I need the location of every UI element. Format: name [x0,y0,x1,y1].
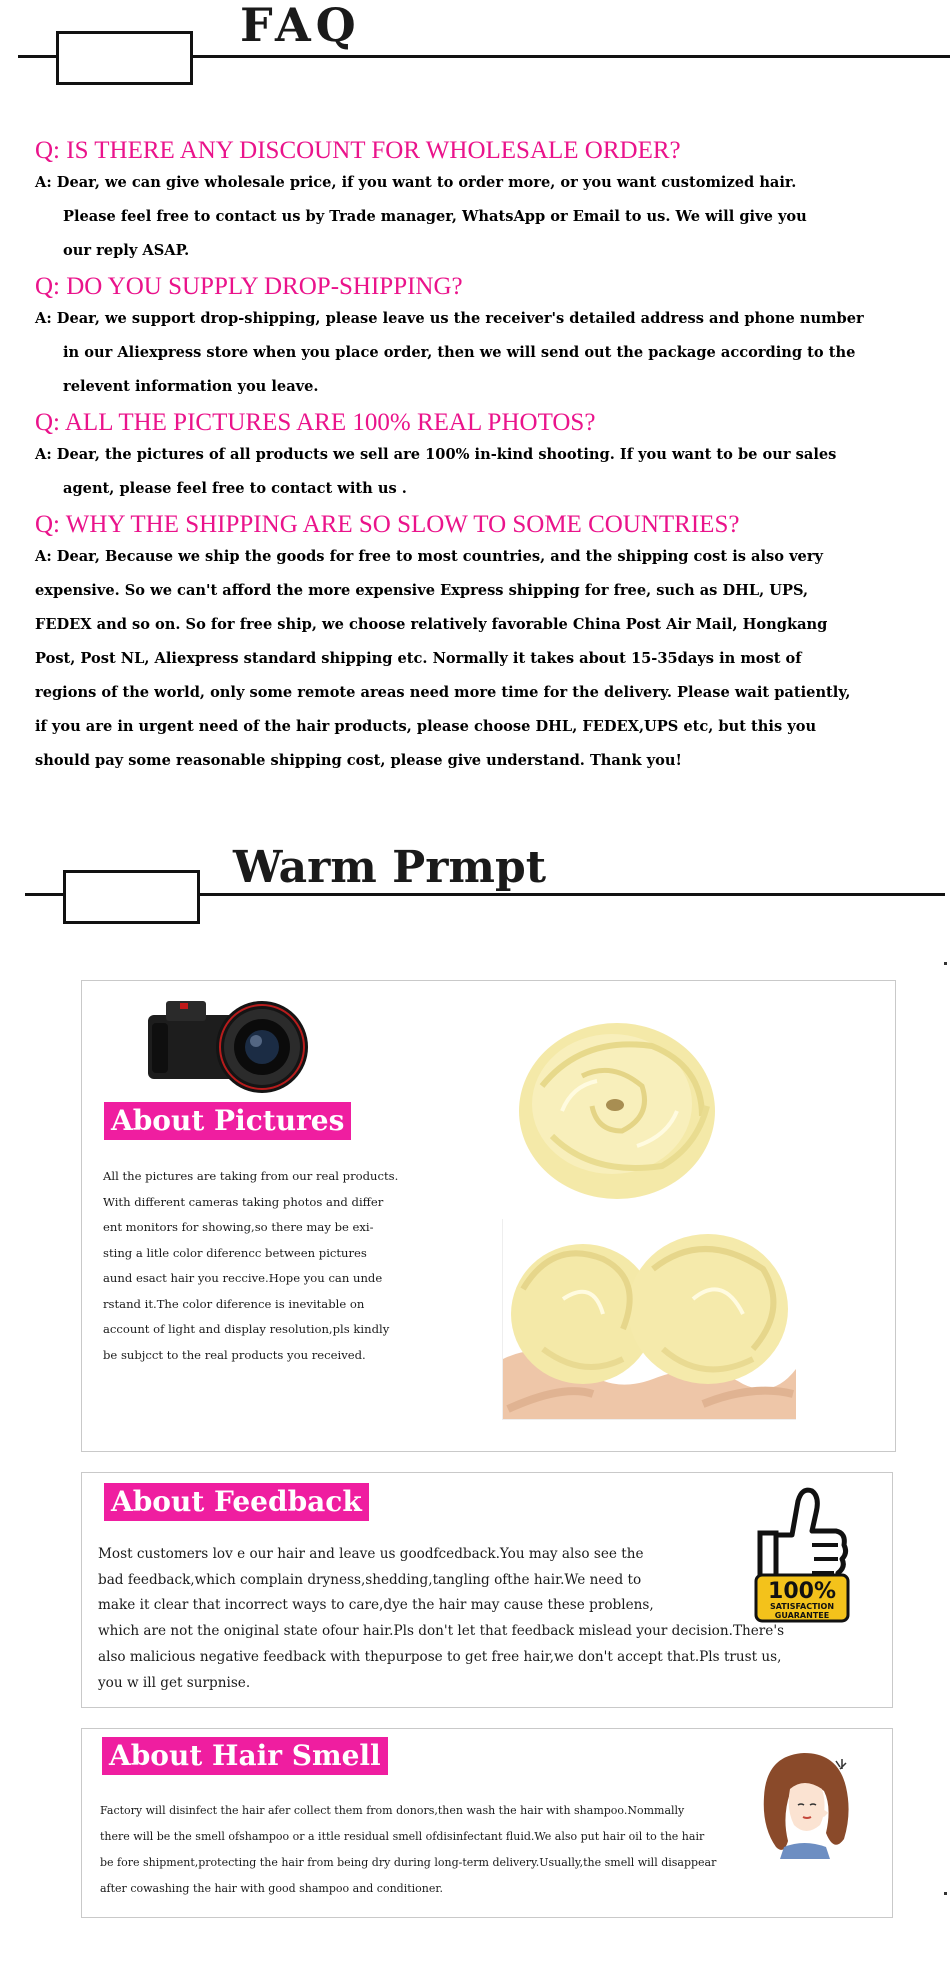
faq-answer-line: FEDEX and so on. So for free ship, we choose relatively favorable China Post Air Mail, Hongkang [35,616,828,633]
about-feedback-text [98,1542,784,1696]
panel-about-feedback [81,1472,893,1708]
panel-text-line: With different cameras taking photos and differ [103,1194,384,1209]
faq-answer [35,302,915,404]
hair-hands-photo [502,1219,796,1420]
panel-text-line: rstand it.The color diference is inevitable on [103,1296,365,1311]
faq-answer-line: A: Dear, we can give wholesale price, if you want to order more, or you want customized hair. [35,174,797,191]
badge-line2: GUARANTEE [774,1611,830,1620]
faq-answer-line: our reply ASAP. [63,242,190,259]
about-hair-smell-title: About Hair Smell [102,1737,388,1775]
panel-text-line: make it clear that incorrect ways to care,dye the hair may cause these problens, [98,1597,654,1614]
faq-answer-line: if you are in urgent need of the hair products, please choose DHL, FEDEX,UPS etc, but this you [35,718,817,735]
faq-answer [35,438,915,506]
faq-answer-line: A: Dear, we support drop-shipping, please leave us the receiver's detailed address and phone number [35,310,864,327]
warm-header-box [63,870,200,924]
badge-percent: 100% [768,1579,836,1604]
faq-answer-line: expensive. So we can't afford the more expensive Express shipping for free, such as DHL, UPS, [35,582,809,599]
panel-text-line: be subjcct to the real products you received. [103,1347,366,1362]
panel-about-hair-smell [81,1728,893,1918]
panel-text-line: All the pictures are taking from our real products. [103,1169,399,1183]
panel-about-pictures [81,980,896,1452]
faq-title: FAQ [240,0,361,52]
hair-bun-image [502,1006,795,1209]
faq-answer-line: regions of the world, only some remote areas need more time for the delivery. Please wait patiently, [35,684,851,701]
panel-text-line: aund esact hair you reccive.Hope you can unde [103,1271,383,1285]
faq-question: Q: IS THERE ANY DISCOUNT FOR WHOLESALE ORDER? [35,137,681,164]
warm-title: Warm Prmpt [233,842,547,893]
decorative-dot [944,1892,947,1895]
faq-answer-line: should pay some reasonable shipping cost, please give understand. Thank you! [35,752,682,769]
faq-question: Q: WHY THE SHIPPING ARE SO SLOW TO SOME COUNTRIES? [35,511,740,538]
faq-answer-line: Please feel free to contact us by Trade manager, WhatsApp or Email to us. We will give you [63,208,807,225]
faq-answer-line: Post, Post NL, Aliexpress standard shipping etc. Normally it takes about 15-35days in most of [35,650,802,667]
thumbs-up-icon [754,1483,850,1623]
faq-header [0,0,950,90]
badge-line1: SATISFACTION [769,1602,835,1611]
faq-answer-line: A: Dear, Because we ship the goods for free to most countries, and the shipping cost is also very [35,548,823,565]
faq-question: Q: DO YOU SUPPLY DROP-SHIPPING? [35,273,463,300]
panel-text-line: bad feedback,which complain dryness,shedding,tangling ofthe hair.We need to [98,1571,642,1588]
about-pictures-title: About Pictures [104,1102,351,1140]
panel-text-line: Most customers lov e our hair and leave us goodfcedback.You may also see the [98,1546,644,1562]
faq-answer [35,166,915,268]
warm-header [0,840,950,930]
faq-answer [35,540,915,778]
panel-text-line: after cowashing the hair with good shampoo and conditioner. [100,1882,443,1895]
faq-answer-line: A: Dear, the pictures of all products we sell are 100% in-kind shooting. If you want to be our sales [35,446,837,463]
panel-text-line: be fore shipment,protecting the hair from being dry during long-term delivery.Usually,the smell will disappear [100,1856,717,1869]
decorative-dot [944,962,947,965]
faq-answer-line: relevent information you leave. [63,378,319,395]
panel-text-line: which are not the oniginal state ofour hair.Pls don't let that feedback mislead your decision.There's [98,1623,785,1640]
panel-text-line: there will be the smell ofshampoo or a ittle residual smell ofdisinfectant fluid.We also put hair oil to the hair [100,1830,705,1843]
hair-bun-photo [502,1006,795,1209]
panel-text-line: sting a litle color diferencc between pictures [103,1245,367,1260]
woman-illustration-icon [754,1747,854,1859]
faq-header-box [56,31,193,85]
panel-text-line: account of light and display resolution,pls kindly [103,1322,390,1336]
faq-answer-line: agent, please feel free to contact with us . [63,480,407,497]
panel-text-line: you w ill get surpnise. [98,1674,251,1691]
panel-text-line: also malicious negative feedback with thepurpose to get free hair,we don't accept that.Pls trust us, [98,1648,782,1665]
panel-text-line: Factory will disinfect the hair afer collect them from donors,then wash the hair with shampoo.Nommally [100,1804,685,1817]
about-feedback-title: About Feedback [104,1483,369,1521]
faq-list [35,136,915,782]
faq-answer-line: in our Aliexpress store when you place order, then we will send out the package according to the [63,344,856,361]
panel-text-line: ent monitors for showing,so there may be exi- [103,1220,374,1234]
hair-hands-image [503,1219,796,1419]
faq-question: Q: ALL THE PICTURES ARE 100% REAL PHOTOS? [35,409,596,436]
about-pictures-text [103,1164,398,1368]
camera-icon [144,987,324,1095]
about-hair-smell-text [100,1798,716,1902]
